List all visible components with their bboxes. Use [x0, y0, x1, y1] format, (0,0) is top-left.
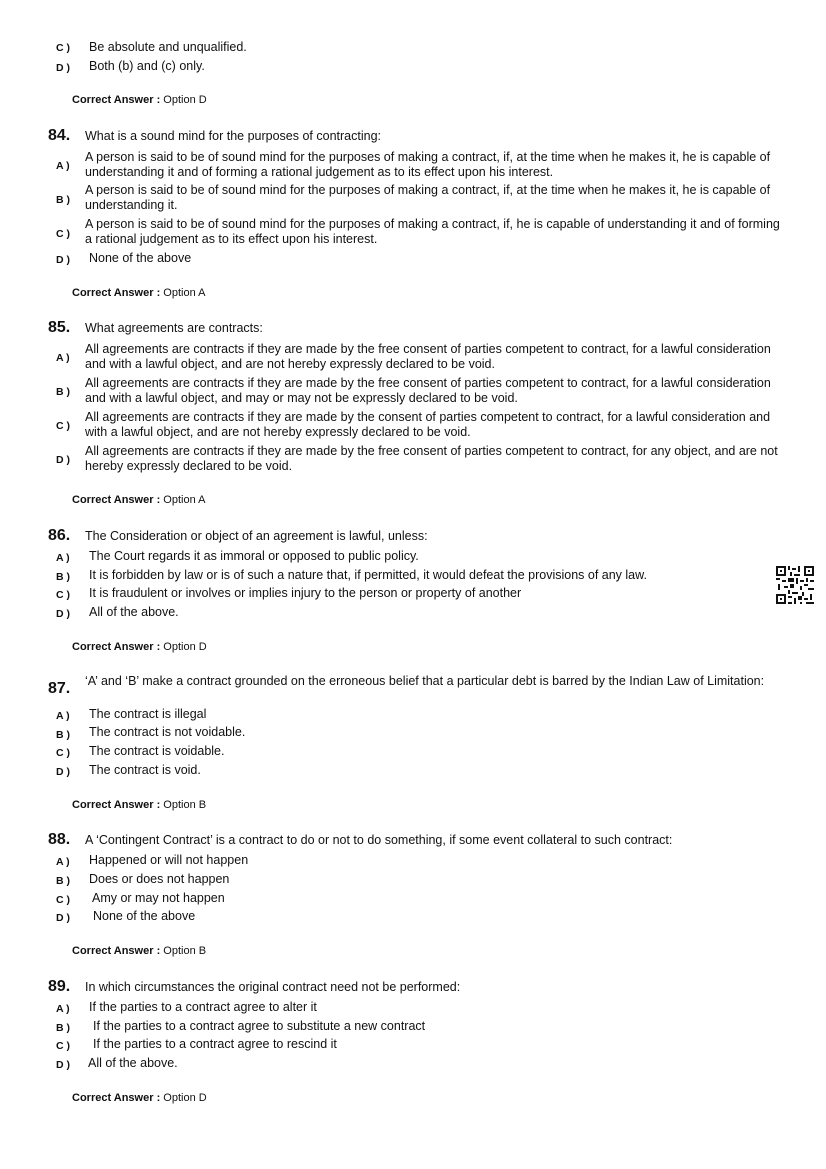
correct-answer: [72, 94, 207, 106]
option-text: The Court regards it as immoral or opposed to public policy.: [89, 549, 419, 563]
correct-answer-value: Option D: [163, 641, 207, 653]
question-number: 89.: [48, 978, 71, 995]
option-text: The contract is void.: [89, 763, 201, 777]
correct-answer-value: Option A: [163, 287, 206, 299]
question-number: 85.: [48, 319, 71, 336]
option-text: All of the above.: [88, 1056, 178, 1070]
option-text: All agreements are contracts if they are made by the consent of parties competent to contract, for a lawful consideration and with a lawful object, and are not hereby expressly declared to be void.: [85, 410, 771, 439]
correct-answer-label: Correct Answer :: [72, 1092, 161, 1104]
option-label: C ): [56, 894, 70, 906]
option-label: A ): [56, 710, 70, 722]
question-number: 87.: [48, 680, 71, 697]
option-label: B ): [56, 386, 70, 398]
question-text: What agreements are contracts:: [85, 321, 263, 335]
option-label: D ): [56, 608, 70, 620]
option-label: A ): [56, 552, 70, 564]
correct-answer-label: Correct Answer :: [72, 641, 161, 653]
option-text: If the parties to a contract agree to substitute a new contract: [93, 1019, 426, 1033]
option-text: The contract is voidable.: [89, 744, 225, 758]
option-label: D ): [56, 766, 70, 778]
option-label: C ): [56, 589, 70, 601]
option-text: A person is said to be of sound mind for the purposes of making a contract, if, at the time when he makes it, he is capable of understanding it and of forming a rational judgement as to its effect upon his interest.: [85, 150, 771, 179]
option-label: D ): [56, 254, 70, 266]
correct-answer: [72, 287, 206, 299]
correct-answer: [72, 494, 206, 506]
option-label: D ): [56, 912, 70, 924]
correct-answer-value: Option D: [163, 1092, 207, 1104]
option-label: B ): [56, 729, 70, 741]
option-text: The contract is not voidable.: [89, 725, 246, 739]
option-text: Happened or will not happen: [89, 853, 249, 867]
correct-answer-label: Correct Answer :: [72, 799, 161, 811]
correct-answer: [72, 945, 206, 957]
option-label: D ): [56, 62, 70, 74]
correct-answer-value: Option B: [163, 945, 207, 957]
correct-answer-label: Correct Answer :: [72, 94, 161, 106]
question-text: ‘A’ and ‘B’ make a contract grounded on the erroneous belief that a particular debt is barred by the Indian Law of Limitation:: [85, 674, 765, 688]
option-label: B ): [56, 194, 70, 206]
question-number: 84.: [48, 127, 71, 144]
question-text: A ‘Contingent Contract’ is a contract to do or not to do something, if some event collateral to such contract:: [85, 833, 673, 847]
option-label: C ): [56, 420, 70, 432]
question-text: The Consideration or object of an agreement is lawful, unless:: [85, 529, 428, 543]
option-text: If the parties to a contract agree to alter it: [89, 1000, 317, 1014]
option-text: If the parties to a contract agree to rescind it: [93, 1037, 337, 1051]
correct-answer-label: Correct Answer :: [72, 945, 161, 957]
correct-answer-value: Option A: [163, 494, 206, 506]
option-label: C ): [56, 1040, 70, 1052]
option-text: A person is said to be of sound mind for the purposes of making a contract, if, he is capable of understanding it and of forming a rational judgement as to its effect upon his interest.: [85, 217, 780, 246]
option-label: C ): [56, 42, 70, 54]
correct-answer: [72, 1092, 207, 1104]
option-label: A ): [56, 160, 70, 172]
correct-answer-label: Correct Answer :: [72, 287, 161, 299]
correct-answer-value: Option B: [163, 799, 207, 811]
correct-answer: [72, 641, 207, 653]
question-number: 88.: [48, 831, 71, 848]
option-label: A ): [56, 352, 70, 364]
option-label: C ): [56, 747, 70, 759]
option-text: All agreements are contracts if they are made by the free consent of parties competent to contract, for a lawful consideration and with a lawful object, and are not hereby expressly declared to be void.: [85, 342, 771, 371]
option-text: It is forbidden by law or is of such a nature that, if permitted, it would defeat the provisions of any law.: [89, 568, 647, 582]
option-label: B ): [56, 571, 70, 583]
option-text: A person is said to be of sound mind for the purposes of making a contract, if, at the time when he makes it, he is capable of understanding it.: [85, 183, 771, 212]
qr-code: [776, 566, 814, 604]
option-label: C ): [56, 228, 70, 240]
option-label: D ): [56, 454, 70, 466]
option-text: Both (b) and (c) only.: [89, 59, 205, 73]
option-text: The contract is illegal: [89, 707, 207, 721]
question-text: What is a sound mind for the purposes of contracting:: [85, 129, 381, 143]
option-text: All agreements are contracts if they are made by the free consent of parties competent to contract, for any object, and are not hereby expressly declared to be void.: [85, 444, 778, 473]
option-text: All of the above.: [89, 605, 179, 619]
option-text: None of the above: [93, 909, 196, 923]
option-text: It is fraudulent or involves or implies injury to the person or property of another: [89, 586, 522, 600]
option-text: Be absolute and unqualified.: [89, 40, 247, 54]
option-text: None of the above: [89, 251, 192, 265]
question-number: 86.: [48, 527, 71, 544]
option-label: A ): [56, 1003, 70, 1015]
correct-answer-value: Option D: [163, 94, 207, 106]
option-label: B ): [56, 875, 70, 887]
option-label: D ): [56, 1059, 70, 1071]
option-text: Amy or may not happen: [92, 891, 225, 905]
question-text: In which circumstances the original contract need not be performed:: [85, 980, 461, 994]
option-label: B ): [56, 1022, 70, 1034]
correct-answer: [72, 799, 206, 811]
option-label: A ): [56, 856, 70, 868]
option-text: All agreements are contracts if they are made by the free consent of parties competent to contract, for a lawful consideration and with a lawful object, and may or may not be expressly declared to be void.: [85, 376, 771, 405]
correct-answer-label: Correct Answer :: [72, 494, 161, 506]
option-text: Does or does not happen: [89, 872, 230, 886]
